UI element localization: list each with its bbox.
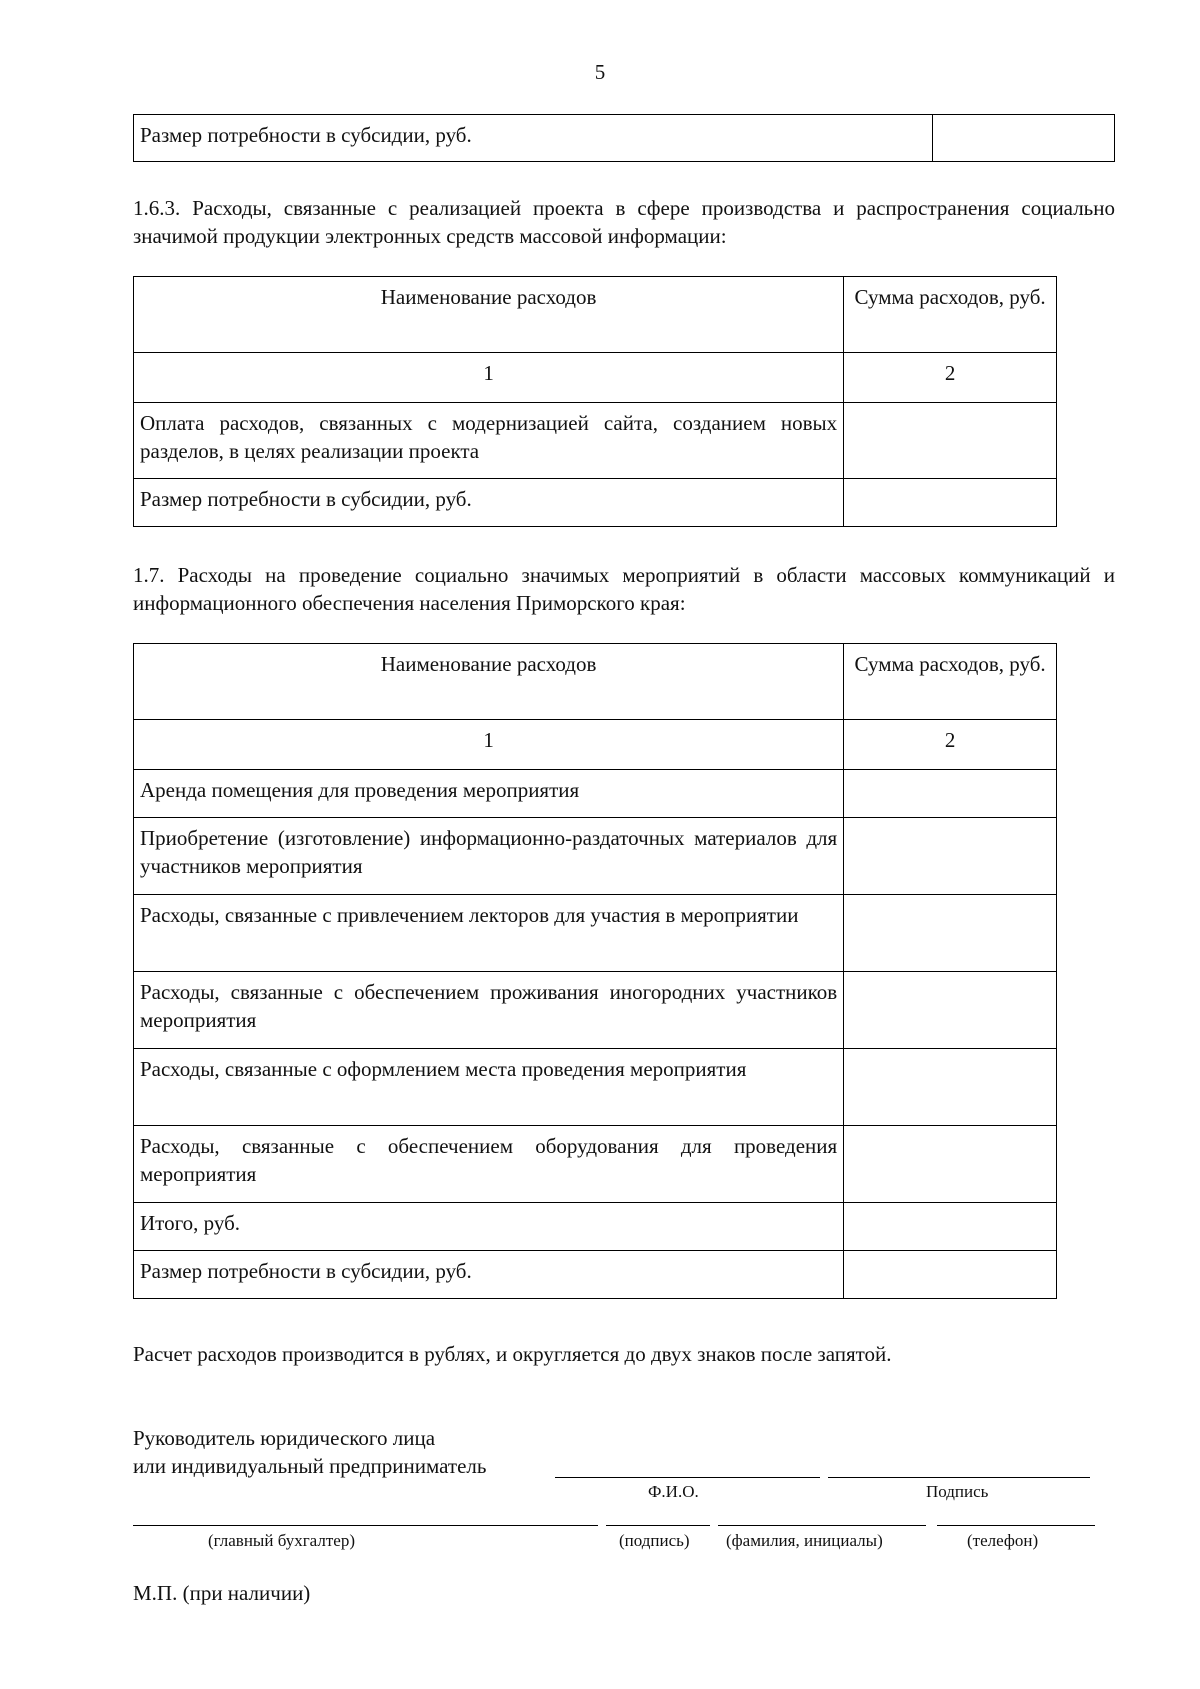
section-1-6-3-text: 1.6.3. Расходы, связанные с реализацией проекта в сфере производства и распространения социально значимой продукции электронных средств массовой информации: — [133, 196, 1115, 248]
table-row — [134, 818, 1057, 895]
table-cell — [844, 1203, 1057, 1251]
table-row — [134, 115, 1115, 162]
phone-label: (телефон) — [967, 1531, 1039, 1550]
table-row — [134, 403, 1057, 479]
fio-label: Ф.И.О. — [648, 1482, 699, 1501]
table-cell — [844, 1251, 1057, 1299]
table-cell — [844, 972, 1057, 1049]
table-row — [134, 770, 1057, 818]
table-cell: Размер потребности в субсидии, руб. — [134, 1251, 844, 1299]
table-cell — [844, 1126, 1057, 1203]
column-number: 2 — [844, 353, 1057, 403]
table-cell: Размер потребности в субсидии, руб. — [134, 479, 844, 527]
table-row — [134, 479, 1057, 527]
accountant-name-line — [718, 1525, 926, 1526]
section-1-7-text: 1.7. Расходы на проведение социально значимых мероприятий в области массовых коммуникаций и информационного обеспечения населения Приморского края: — [133, 563, 1115, 615]
table-row — [134, 1049, 1057, 1126]
column-header-sum: Сумма расходов, руб. — [844, 644, 1057, 720]
table-cell — [844, 403, 1057, 479]
accountant-signature-label: (подпись) — [619, 1531, 690, 1550]
section-1-7-table — [133, 643, 1057, 1299]
table-header-row — [134, 644, 1057, 720]
table-cell — [844, 479, 1057, 527]
signature-label: Подпись — [926, 1482, 989, 1501]
accountant-surname-label: (фамилия, инициалы) — [726, 1531, 883, 1550]
section-1-6-3-table — [133, 276, 1057, 527]
table-row — [134, 895, 1057, 972]
phone-line — [937, 1525, 1095, 1526]
signature-title-line1: Руководитель юридического лица — [133, 1426, 436, 1450]
column-number: 1 — [134, 720, 844, 770]
accountant-signature-line — [606, 1525, 710, 1526]
top-subsidy-table — [133, 114, 1115, 162]
stamp-note: М.П. (при наличии) — [133, 1581, 311, 1605]
accountant-line — [133, 1525, 598, 1526]
table-cell: Итого, руб. — [134, 1203, 844, 1251]
table-row — [134, 1126, 1057, 1203]
column-number: 2 — [844, 720, 1057, 770]
table-cell — [844, 895, 1057, 972]
table-cell: Расходы, связанные с привлечением лекторов для участия в мероприятии — [134, 895, 844, 972]
table-cell: Приобретение (изготовление) информационно-раздаточных материалов для участников мероприятия — [134, 818, 844, 895]
column-header-name: Наименование расходов — [134, 644, 844, 720]
table-cell — [933, 115, 1115, 162]
table-cell — [844, 770, 1057, 818]
column-number: 1 — [134, 353, 844, 403]
table-header-row — [134, 277, 1057, 353]
table-row — [134, 1203, 1057, 1251]
table-cell — [844, 818, 1057, 895]
calculation-note: Расчет расходов производится в рублях, и округляется до двух знаков после запятой. — [133, 1342, 892, 1366]
table-cell: Оплата расходов, связанных с модернизацией сайта, созданием новых разделов, в целях реализации проекта — [134, 403, 844, 479]
page-number: 5 — [594, 60, 606, 84]
column-header-sum: Сумма расходов, руб. — [844, 277, 1057, 353]
accountant-label: (главный бухгалтер) — [208, 1531, 355, 1550]
table-row — [134, 1251, 1057, 1299]
table-cell: Расходы, связанные с обеспечением проживания иногородних участников мероприятия — [134, 972, 844, 1049]
column-header-name: Наименование расходов — [134, 277, 844, 353]
table-row — [134, 972, 1057, 1049]
table-cell — [844, 1049, 1057, 1126]
table-cell: Размер потребности в субсидии, руб. — [134, 115, 933, 162]
table-cell: Аренда помещения для проведения мероприятия — [134, 770, 844, 818]
table-cell: Расходы, связанные с оформлением места проведения мероприятия — [134, 1049, 844, 1126]
table-numbering-row — [134, 353, 1057, 403]
signature-title-line2: или индивидуальный предприниматель — [133, 1454, 487, 1478]
table-cell: Расходы, связанные с обеспечением оборудования для проведения мероприятия — [134, 1126, 844, 1203]
table-numbering-row — [134, 720, 1057, 770]
